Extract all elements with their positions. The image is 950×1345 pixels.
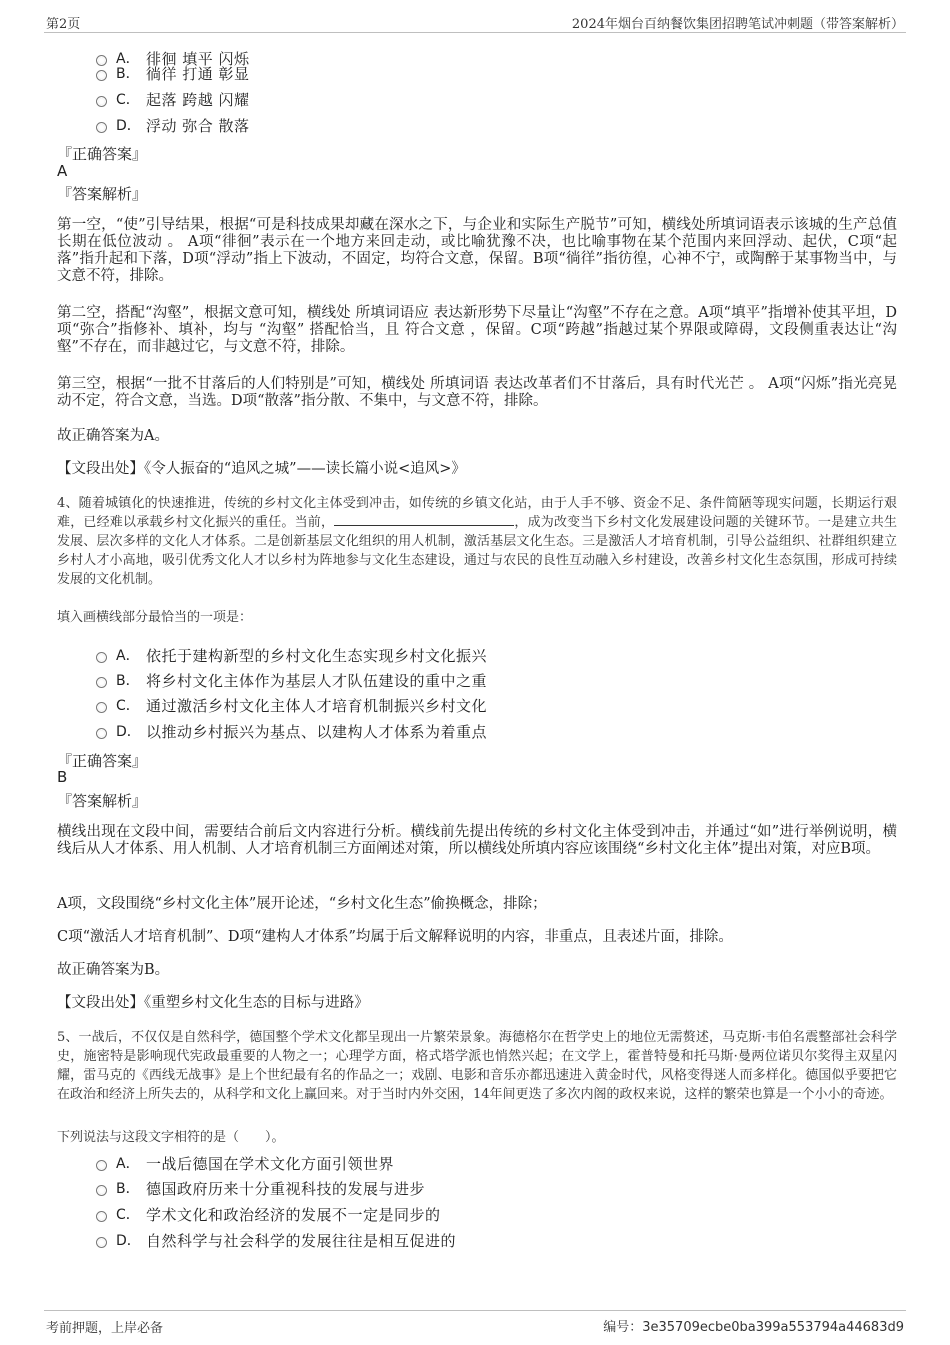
- radio-icon[interactable]: [96, 70, 107, 81]
- q3-option-b[interactable]: B． 徜徉 打通 彰显: [96, 62, 250, 84]
- q5-option-b[interactable]: B． 德国政府历来十分重视科技的发展与进步: [96, 1177, 425, 1199]
- page-number: 第2页: [46, 17, 81, 32]
- radio-icon[interactable]: [96, 122, 107, 133]
- q5-option-c[interactable]: C． 学术文化和政治经济的发展不一定是同步的: [96, 1203, 441, 1225]
- q3-analysis-1: 第一空，“使”引导结果，根据“可是科技成果却藏在深水之下，与企业和实际生产脱节”可知，横线处所填词语表示该城的生产总值长期在低位波动 。 A项“徘徊”表示在一个地方来回走动，或比喻犹豫不决，也比喻事物在某个范围内来回浮动、起伏，C项“起落”指升起和下落，D项“浮动”指上下波动，不固定，均符合文意，保留。B项“徜徉”指彷徨，心神不宁，或陶醉于某事物当中，与文意不符，排除。: [57, 217, 897, 284]
- q3-answer: A: [57, 162, 68, 180]
- radio-icon[interactable]: [96, 1211, 107, 1222]
- q3-conclusion: 故正确答案为A。: [57, 428, 169, 444]
- document-code: 编号：3e35709ecbe0ba399a553794a44683d9: [603, 1320, 904, 1335]
- q3-option-c[interactable]: C． 起落 跨越 闪耀: [96, 88, 250, 110]
- q4-stem: 4、随着城镇化的快速推进，传统的乡村文化主体受到冲击，如传统的乡镇文化站，由于人手不够、资金不足、条件简陋等现实问题，长期运行艰难，已经难以承载乡村文化振兴的重任。当前， ，成为改变当下乡村文化发展建设问题的关键环节。一是建立共生发展、层次多样的文化人才体系。二是创新基层文化组织的用人机制，激活基层文化生态。三是激活人才培育机制，引导公益组织、社群组织建立乡村人才小高地，吸引优秀文化人才以乡村为阵地参与文化生态建设，通过与农民的良性互动融入乡村建设，改善乡村文化生态氛围，形成可持续发展的文化机制。: [57, 496, 897, 587]
- q4-analysis-label: 『答案解析』: [57, 792, 148, 810]
- q5-stem: 5、一战后，不仅仅是自然科学，德国整个学术文化都呈现出一片繁荣景象。海德格尔在哲学史上的地位无需赘述，马克斯·韦伯名震整部社会科学史，施密特是影响现代宪政最重要的人物之一；心理学方面，格式塔学派也悄然兴起；在文学上，霍普特曼和托马斯·曼两位诺贝尔奖得主双星闪耀，雷马克的《西线无战事》是上个世纪最有名的作品之一；戏剧、电影和音乐亦都迅速进入黄金时代，风格变得迷人而多样化。德国似乎要把它在政治和经济上所失去的，从科学和文化上赢回来。对于当时内外交困，14年间更迭了多次内阁的政权来说，这样的繁荣也算是一个小小的奇迹。: [57, 1030, 897, 1102]
- q3-option-d[interactable]: D． 浮动 弥合 散落: [96, 114, 250, 136]
- q3-analysis-3: 第三空，根据“一批不甘落后的人们特别是”可知，横线处 所填词语 表达改革者们不甘落后，具有时代光芒 。 A项“闪烁”指光亮晃动不定，符合文意，当选。D项“散落”指分散、不集中，与文意不符，排除。: [57, 376, 897, 409]
- q4-conclusion: 故正确答案为B。: [57, 962, 170, 978]
- footer-slogan: 考前押题，上岸必备: [46, 1321, 164, 1336]
- q5-option-d[interactable]: D． 自然科学与社会科学的发展往往是相互促进的: [96, 1229, 456, 1251]
- page-header: [44, 10, 906, 33]
- q3-analysis-label: 『答案解析』: [57, 185, 148, 203]
- q5-option-a[interactable]: A． 一战后德国在学术文化方面引领世界: [96, 1152, 394, 1174]
- document-title: 2024年烟台百纳餐饮集团招聘笔试冲刺题（带答案解析）: [571, 17, 904, 32]
- radio-icon[interactable]: [96, 652, 107, 663]
- q4-option-a[interactable]: A． 依托于建构新型的乡村文化生态实现乡村文化振兴: [96, 644, 487, 666]
- q4-answer-label: 『正确答案』: [57, 752, 148, 770]
- q3-analysis-2: 第二空，搭配“沟壑”，根据文意可知，横线处 所填词语应 表达新形势下尽量让“沟壑”不存在之意。A项“填平”指增补使其平坦，D项“弥合”指修补、填补，均与 “沟壑” 搭配恰当，且 符合文意 ，保留。C项“跨越”指越过某个界限或障碍，文段侧重表达让“沟壑”不存在，而非越过它，与文意不符，排除。: [57, 305, 897, 355]
- q4-answer: B: [57, 768, 68, 786]
- radio-icon[interactable]: [96, 702, 107, 713]
- q4-option-c[interactable]: C． 通过激活乡村文化主体人才培育机制振兴乡村文化: [96, 694, 487, 716]
- page-footer: [44, 1310, 906, 1337]
- radio-icon[interactable]: [96, 677, 107, 688]
- q3-answer-label: 『正确答案』: [57, 145, 148, 163]
- q4-question: 填入画横线部分最恰当的一项是：: [57, 610, 253, 625]
- radio-icon[interactable]: [96, 1160, 107, 1171]
- q4-analysis-3: C项“激活人才培育机制”、D项“建构人才体系”均属于后文解释说明的内容，非重点，且表述片面，排除。: [57, 929, 733, 945]
- radio-icon[interactable]: [96, 728, 107, 739]
- q4-analysis-2: A项，文段围绕“乡村文化主体”展开论述，“乡村文化生态”偷换概念，排除；: [57, 896, 547, 912]
- radio-icon[interactable]: [96, 1185, 107, 1196]
- q4-analysis-1: 横线出现在文段中间，需要结合前后文内容进行分析。横线前先提出传统的乡村文化主体受到冲击，并通过“如”进行举例说明，横线后从人才体系、用人机制、人才培育机制三方面阐述对策，所以横线处所填内容应该围绕“乡村文化主体”提出对策，对应B项。: [57, 824, 897, 857]
- q4-option-d[interactable]: D． 以推动乡村振兴为基点、以建构人才体系为着重点: [96, 720, 487, 742]
- fill-blank: [334, 513, 514, 526]
- q4-source: 【文段出处】《重塑乡村文化生态的目标与进路》: [57, 995, 369, 1011]
- q4-option-b[interactable]: B． 将乡村文化主体作为基层人才队伍建设的重中之重: [96, 669, 487, 691]
- q3-source: 【文段出处】《令人振奋的“追风之城”——读长篇小说<追风>》: [57, 461, 466, 477]
- q5-question: 下列说法与这段文字相符的是（ ）。: [57, 1130, 285, 1145]
- radio-icon[interactable]: [96, 96, 107, 107]
- radio-icon[interactable]: [96, 1237, 107, 1248]
- q3-option-a[interactable]: A． 徘徊 填平 闪烁: [96, 47, 250, 69]
